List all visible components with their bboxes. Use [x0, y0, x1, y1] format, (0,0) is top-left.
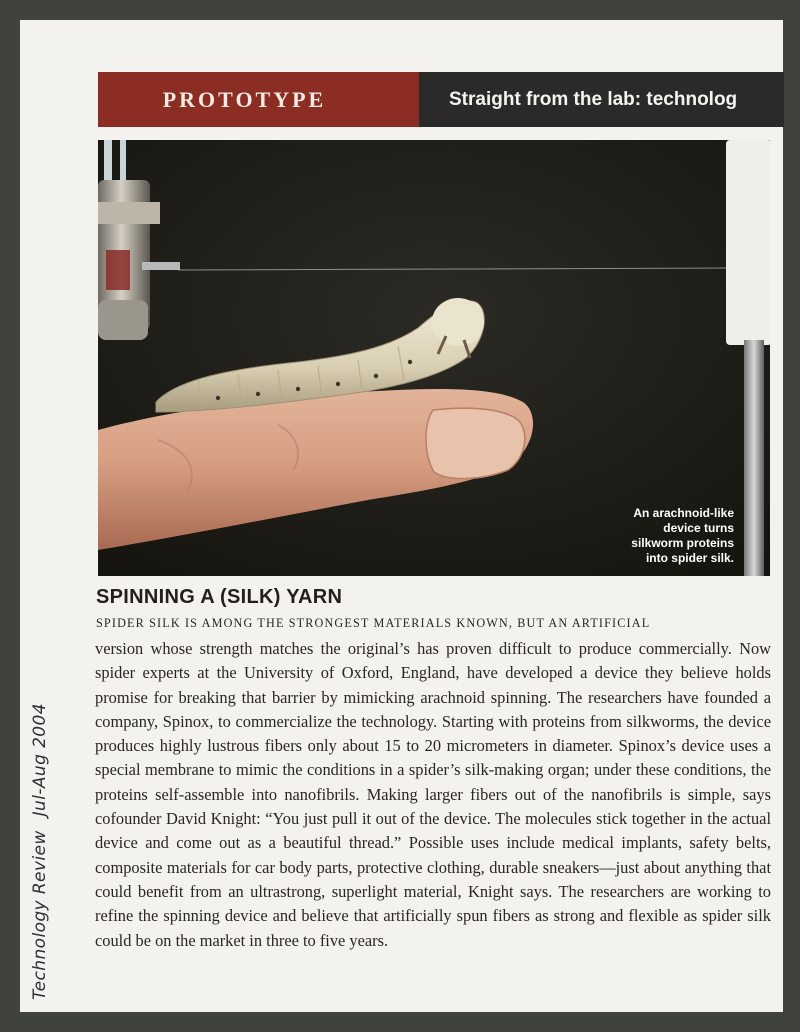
section-tagline: Straight from the lab: technolog	[449, 88, 738, 110]
section-label-box	[98, 72, 419, 127]
section-banner	[98, 72, 784, 127]
handwritten-annotation	[30, 703, 50, 1000]
article-headline: SPINNING A (SILK) YARN	[96, 586, 343, 608]
article-photo	[98, 140, 770, 576]
article-lead-in: SPIDER SILK IS AMONG THE STRONGEST MATERIALS KNOWN, BUT AN ARTIFICIAL	[96, 616, 651, 630]
handwritten-publication: Technology Review	[30, 830, 50, 1000]
section-label: PROTOTYPE	[162, 86, 327, 112]
article-body: version whose strength matches the original’s has proven difficult to produce commercially. Now spider experts at the University of Oxford, England, have developed a device they believe holds promise for breaking that barrier by mimicking arachnoid spinning. The researchers have founded a company, Spinox, to commercialize the technology. Starting with proteins from silkworms, the device produces highly lustrous fibers only about 15 to 20 micrometers in diameter. Spinox’s device uses a special membrane to mimic the conditions in a spider’s silk-making organ; under these conditions, the proteins self-assemble into nanofibrils. Making larger fibers out of the nanofibrils is simple, says cofounder David Knight: “You just pull it out of the device. The molecules stick together in the actual device and come out as a beautiful thread.” Possible uses include medical implants, safety belts, composite materials for car body parts, protective clothing, durable sneakers—just about anything that could benefit from an ultrastrong, superlight material, Knight says. The researchers are working to refine the spinning device and believe that artificially spun fibers as strong and flexible as spider silk could be on the market in three to five years.	[95, 639, 771, 950]
tagline-box	[419, 72, 784, 127]
photo-caption: An arachnoid-like device turns silkworm proteins into spider silk.	[631, 506, 734, 565]
handwritten-date: Jul-Aug 2004	[30, 703, 50, 817]
